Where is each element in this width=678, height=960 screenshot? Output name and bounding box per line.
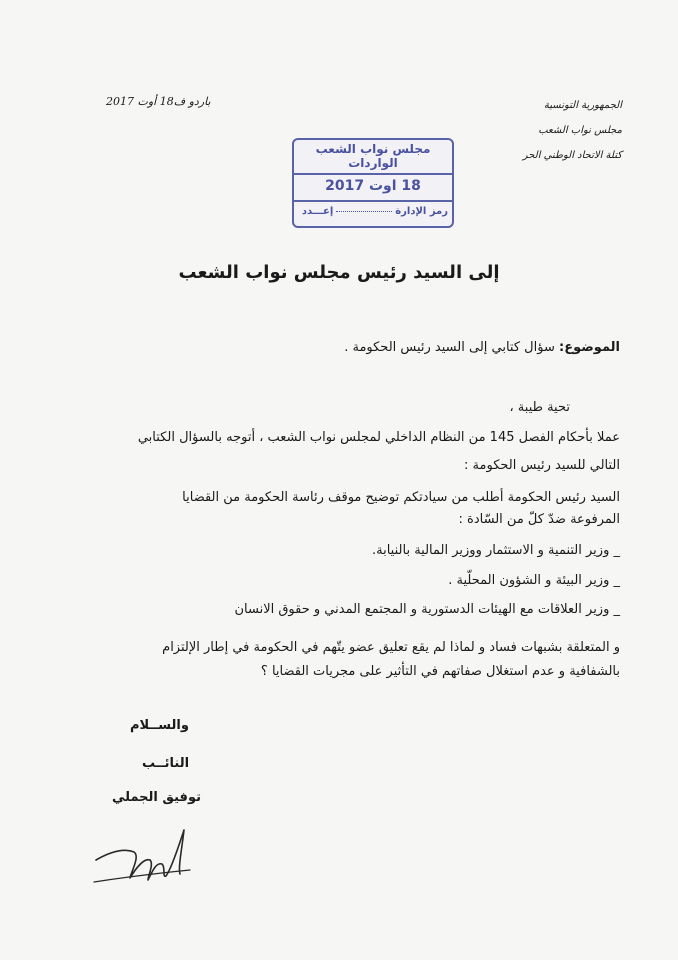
stamp-code bbox=[294, 206, 448, 217]
stamp-date: 18 اوت 2017 bbox=[325, 178, 421, 194]
stamp-line2: الواردات bbox=[348, 156, 398, 170]
handwritten-signature bbox=[90, 822, 200, 892]
header-parliament: مجلس نواب الشعب bbox=[538, 125, 622, 136]
question-line-2: المرفوعة ضدّ كلّ من السّادة : bbox=[458, 512, 620, 527]
list-item-2: _ وزير البيئة و الشؤون المحلّية . bbox=[448, 573, 620, 588]
stamp-code-label: رمز الإدارة bbox=[395, 206, 448, 217]
deputy-name: توفيق الجملي bbox=[112, 790, 201, 805]
list-item-1: _ وزير التنمية و الاستثمار ووزير المالية بالنيابة. bbox=[372, 543, 620, 558]
subject-text: سؤال كتابي إلى السيد رئيس الحكومة . bbox=[344, 340, 555, 355]
salutation: والســلام bbox=[130, 718, 189, 733]
greeting: تحية طيبة ، bbox=[509, 400, 570, 415]
incoming-stamp bbox=[292, 138, 454, 228]
stamp-line1: مجلس نواب الشعب bbox=[315, 142, 431, 156]
closing-line-2: بالشفافية و عدم استغلال صفاتهم في التأثير على مجريات القضايا ؟ bbox=[260, 664, 620, 679]
subject-line bbox=[344, 340, 620, 355]
header-republic: الجمهورية التونسية bbox=[543, 100, 622, 111]
subject-label: الموضوع: bbox=[559, 340, 620, 355]
letter-title: إلى السيد رئيس مجلس نواب الشعب bbox=[178, 262, 500, 283]
deputy-role: النائــب bbox=[142, 756, 190, 771]
intro-line-1: عملا بأحكام الفصل 145 من النظام الداخلي لمجلس نواب الشعب ، أتوجه بالسؤال الكتابي bbox=[137, 430, 620, 445]
question-line-1: السيد رئيس الحكومة أطلب من سيادتكم توضيح موقف رئاسة الحكومة من القضايا bbox=[182, 490, 620, 505]
closing-line-1: و المتعلقة بشبهات فساد و لماذا لم يقع تعليق عضو يتّهم في الحكومة في إطار الإلتزام bbox=[162, 640, 620, 655]
stamp-number-label: إعـــدد bbox=[301, 206, 334, 217]
intro-line-2: التالي للسيد رئيس الحكومة : bbox=[464, 458, 620, 473]
document-date: باردو ف18 أوت 2017 bbox=[106, 95, 211, 108]
list-item-3: _ وزير العلاقات مع الهيئات الدستورية و المجتمع المدني و حقوق الانسان bbox=[234, 602, 620, 617]
header-bloc: كتلة الاتحاد الوطني الحر bbox=[522, 150, 622, 161]
